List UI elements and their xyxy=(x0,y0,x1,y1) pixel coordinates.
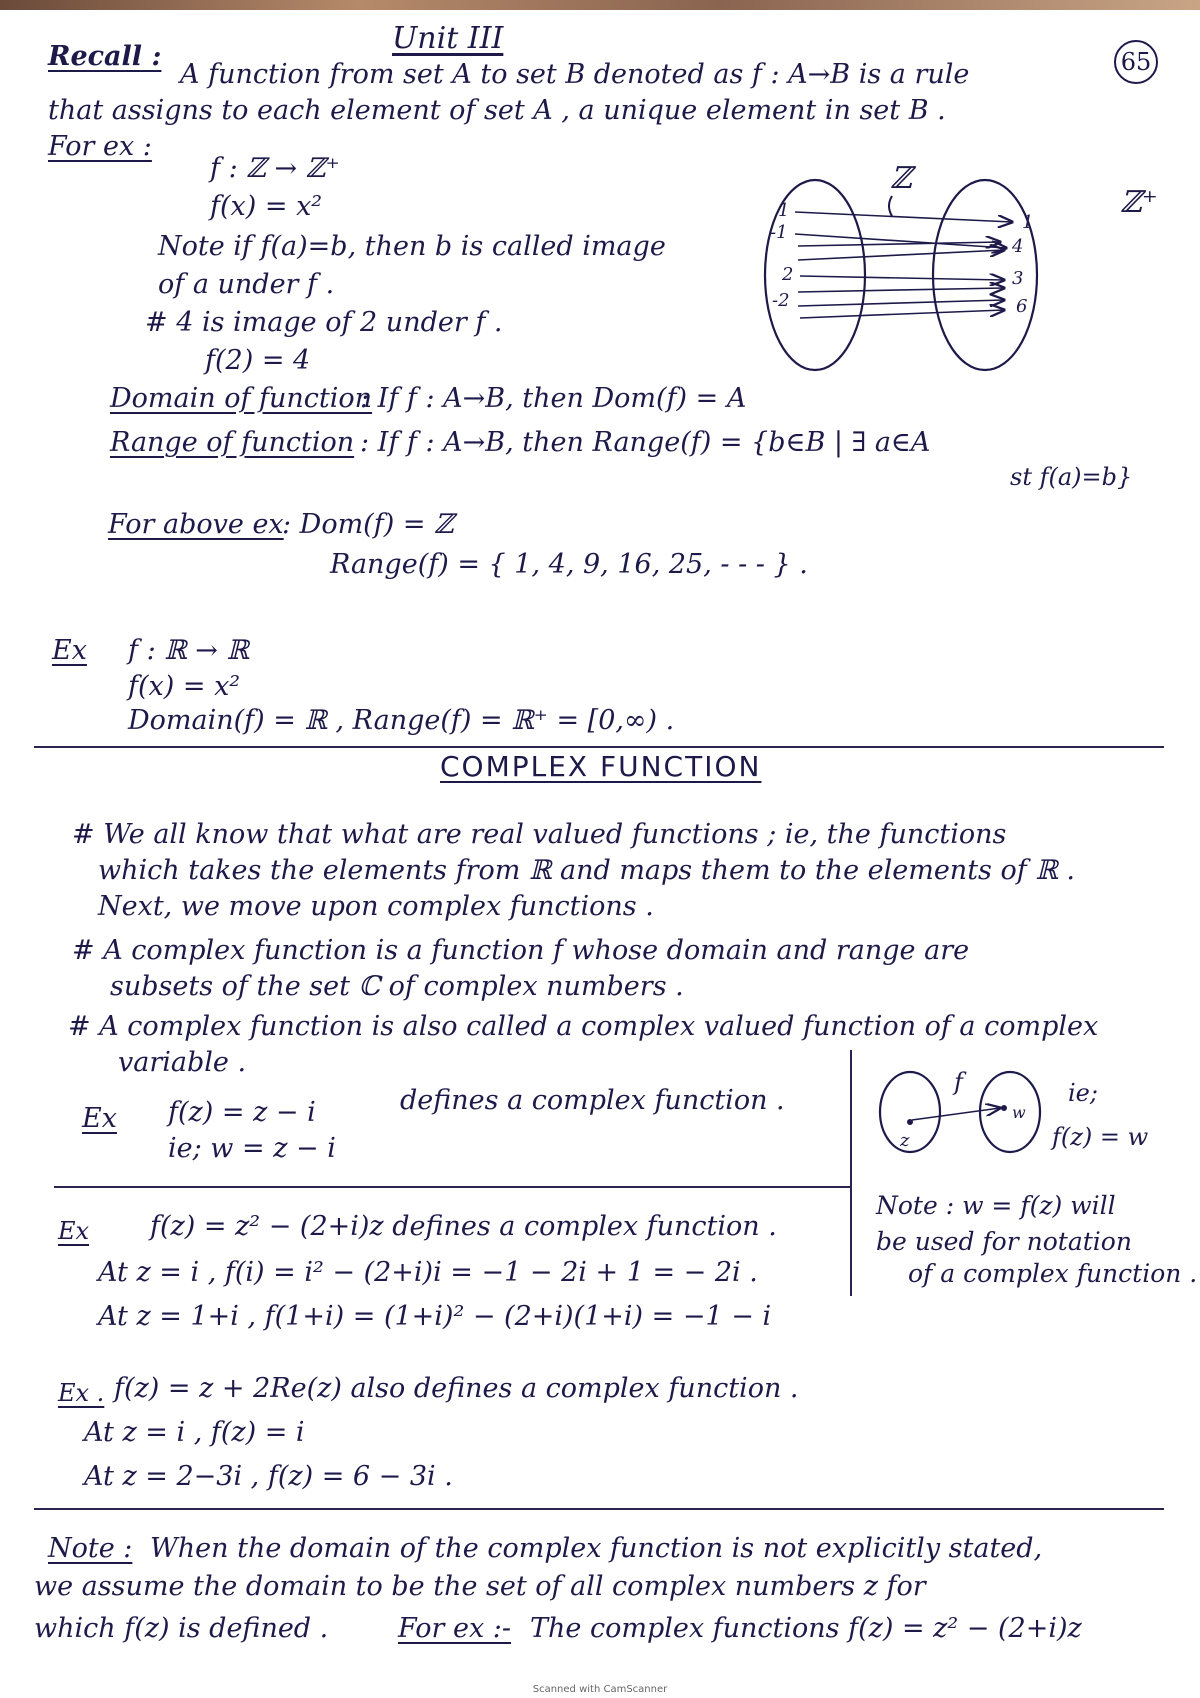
complex-para-1-line-1: # We all know that what are real valued functions ; ie, the functions xyxy=(72,819,1007,850)
side-mapping-diagram xyxy=(872,1062,1072,1172)
final-note-line-3a: which f(z) is defined . xyxy=(34,1613,329,1644)
unit-title: Unit III xyxy=(392,21,504,56)
ex-real-label: Ex xyxy=(52,635,87,666)
side-box-divider xyxy=(850,1050,852,1296)
side-note-line-1: Note : w = f(z) will xyxy=(876,1191,1116,1220)
ex-c2-line-3: At z = 1+i , f(1+i) = (1+i)² − (2+i)(1+i) = −1 − i xyxy=(98,1301,772,1332)
for-ex-rule: f(x) = x² xyxy=(210,191,323,222)
recall-label: Recall : xyxy=(48,41,162,72)
domain-set-label: ℤ xyxy=(890,161,912,196)
complex-para-3-line-2: variable . xyxy=(118,1047,247,1078)
map-arrow xyxy=(912,1108,1000,1120)
codomain-set-label: ℤ⁺ xyxy=(1120,185,1158,220)
ex-c1-line-2: ie; w = z − i xyxy=(168,1133,336,1164)
w-point xyxy=(1001,1105,1007,1111)
side-note-line-3: of a complex function . xyxy=(908,1259,1198,1288)
ex-c2-line-2: At z = i , f(i) = i² − (2+i)i = −1 − 2i + 1 = − 2i . xyxy=(98,1257,758,1288)
final-note-line-2: we assume the domain to be the set of all complex numbers z for xyxy=(34,1571,926,1602)
note-image-line-2: of a under f . xyxy=(158,269,335,300)
f-arrow-label: f xyxy=(954,1068,963,1096)
above-domain: : Dom(f) = ℤ xyxy=(282,509,454,540)
page-number: 65 xyxy=(1114,40,1158,84)
w-label: w xyxy=(1012,1103,1026,1122)
for-above-ex-label: For above ex xyxy=(108,509,284,540)
domain-value-2: -1 xyxy=(770,222,788,243)
codomain-value-2: 4 xyxy=(1012,236,1024,257)
complex-para-2-line-2: subsets of the set ℂ of complex numbers . xyxy=(110,971,684,1002)
final-note-for-ex: For ex :- xyxy=(398,1613,512,1644)
side-ie: ie; xyxy=(1068,1079,1098,1107)
complex-para-1-line-2: which takes the elements from ℝ and maps them to the elements of ℝ . xyxy=(98,855,1075,886)
for-ex-map: f : ℤ → ℤ⁺ xyxy=(210,153,340,184)
complex-para-3-line-1: # A complex function is also called a complex valued function of a complex xyxy=(68,1011,1099,1042)
range-of-function-text: : If f : A→B, then Range(f) = {b∈B | ∃ a∈A xyxy=(360,427,931,458)
side-fz: f(z) = w xyxy=(1052,1123,1149,1151)
complex-para-2-line-1: # A complex function is a function f whose domain and range are xyxy=(72,935,970,966)
divider-3 xyxy=(34,1508,1164,1510)
divider-2 xyxy=(54,1186,852,1188)
domain-of-function-text: : If f : A→B, then Dom(f) = A xyxy=(360,383,747,414)
ex-c3-line-1: f(z) = z + 2Re(z) also defines a complex function . xyxy=(114,1373,799,1404)
recall-line-1: A function from set A to set B denoted as f : A→B is a rule xyxy=(180,59,970,90)
complex-para-1-line-3: Next, we move upon complex functions . xyxy=(98,891,654,922)
ex-real-line-1: f : ℝ → ℝ xyxy=(128,635,249,666)
ex-c1-line-1b: defines a complex function . xyxy=(400,1085,785,1116)
ex-c1-line-1: f(z) = z − i xyxy=(168,1097,316,1128)
ex-c3-line-2: At z = i , f(z) = i xyxy=(84,1417,305,1448)
ex-c3-label: Ex . xyxy=(58,1379,105,1407)
divider-1 xyxy=(34,746,1164,748)
range-of-function-label: Range of function xyxy=(110,427,355,458)
image-example: # 4 is image of 2 under f . xyxy=(145,307,503,338)
side-note-line-2: be used for notation xyxy=(876,1227,1132,1256)
z-label: z xyxy=(900,1130,910,1151)
ex-c3-line-3: At z = 2−3i , f(z) = 6 − 3i . xyxy=(84,1461,453,1492)
ex-real-line-3: Domain(f) = ℝ , Range(f) = ℝ⁺ = [0,∞) . xyxy=(128,705,675,736)
z-plane-ellipse xyxy=(880,1072,940,1152)
for-ex-label: For ex : xyxy=(48,131,152,162)
page-top-strip xyxy=(0,0,1200,10)
range-of-function-cont: st f(a)=b} xyxy=(1010,463,1133,491)
ex-c2-label: Ex xyxy=(58,1217,90,1245)
complex-function-title: COMPLEX FUNCTION xyxy=(440,750,762,783)
w-plane-ellipse xyxy=(980,1072,1040,1152)
mapping-diagram xyxy=(760,160,1180,390)
final-note-label: Note : xyxy=(48,1533,133,1564)
final-note-line-3c: The complex functions f(z) = z² − (2+i)z xyxy=(530,1613,1082,1644)
domain-value-3: 2 xyxy=(782,264,794,285)
recall-line-2: that assigns to each element of set A , a unique element in set B . xyxy=(48,95,946,126)
ex-real-line-2: f(x) = x² xyxy=(128,671,241,702)
brace-mark xyxy=(889,196,892,216)
scanner-watermark: Scanned with CamScanner xyxy=(532,1684,668,1695)
ex-c2-line-1: f(z) = z² − (2+i)z defines a complex function . xyxy=(150,1211,777,1242)
codomain-value-1: 1 xyxy=(1022,212,1034,233)
codomain-value-3: 3 xyxy=(1012,268,1024,289)
above-range: Range(f) = { 1, 4, 9, 16, 25, - - - } . xyxy=(330,549,808,580)
domain-value-4: -2 xyxy=(772,290,790,311)
f-of-2: f(2) = 4 xyxy=(205,345,311,376)
mapping-arrows xyxy=(795,212,1012,318)
ex-c1-label: Ex xyxy=(82,1103,117,1134)
codomain-value-4: 6 xyxy=(1016,296,1028,317)
domain-of-function-label: Domain of function xyxy=(110,383,373,414)
note-image-line-1: Note if f(a)=b, then b is called image xyxy=(158,231,666,262)
final-note-line-1: When the domain of the complex function is not explicitly stated, xyxy=(150,1533,1043,1564)
domain-value-1: 1 xyxy=(778,200,790,221)
